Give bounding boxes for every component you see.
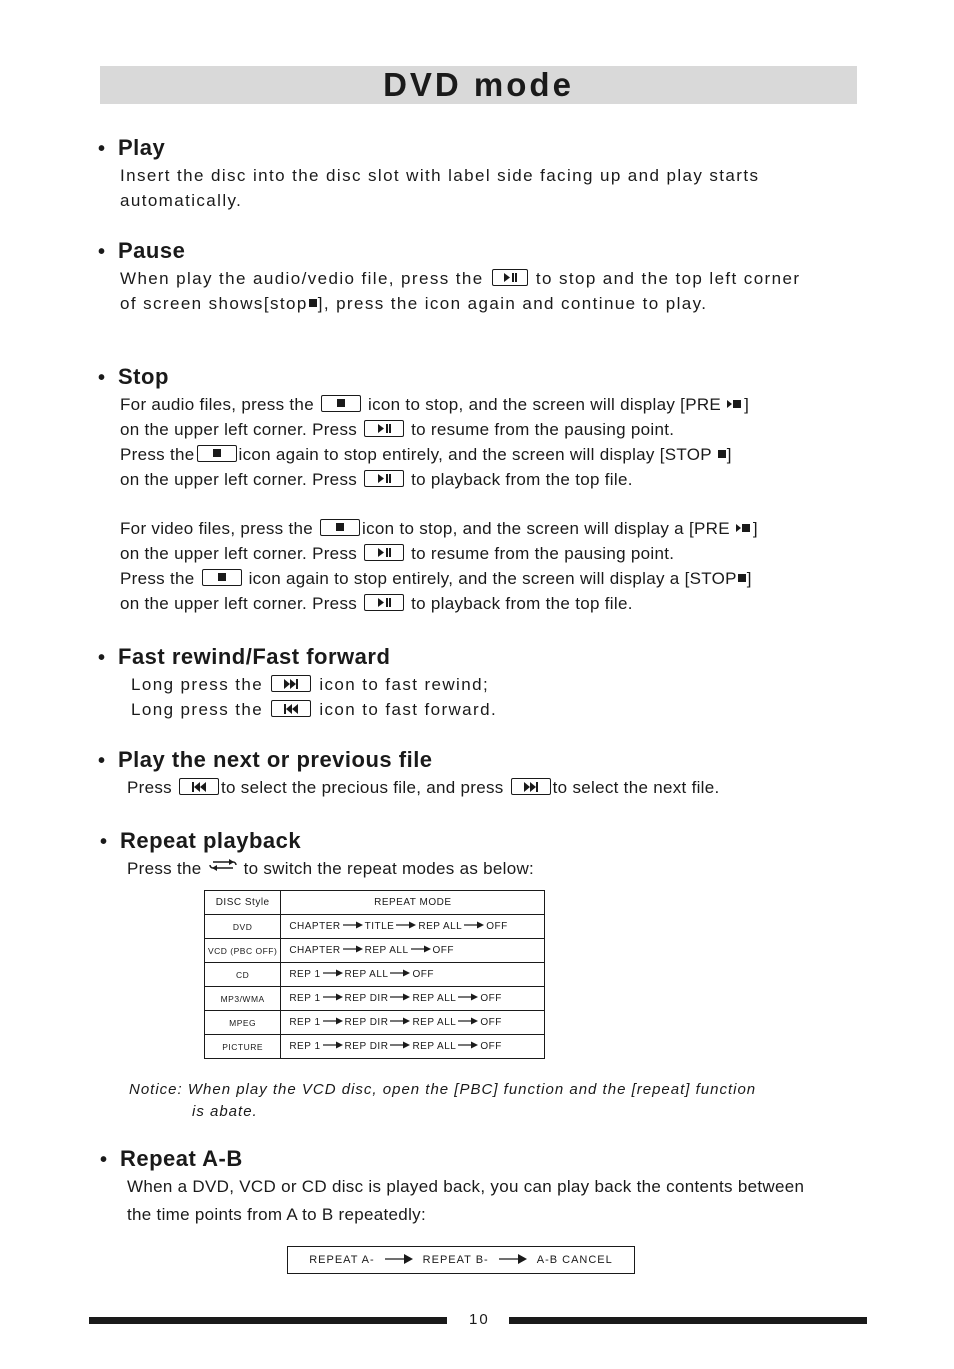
arrow-right-icon xyxy=(323,969,343,980)
table-header-style: DISC Style xyxy=(205,891,281,915)
arrow-right-icon xyxy=(323,993,343,1004)
repeat-step: REP ALL xyxy=(412,1041,457,1053)
repeat-step: OFF xyxy=(480,1017,502,1029)
section-heading-play: • Play xyxy=(98,135,166,160)
ab-step: REPEAT A- xyxy=(309,1254,375,1266)
table-row xyxy=(205,915,545,939)
repeat-step: REP 1 xyxy=(289,993,321,1005)
arrow-right-icon xyxy=(411,945,431,956)
section-heading-stop: • Stop xyxy=(98,364,169,389)
play-stop-icon xyxy=(735,515,753,540)
ab-step: A-B CANCEL xyxy=(536,1254,613,1266)
repeat-step: CHAPTER xyxy=(289,921,341,933)
repeat-step: OFF xyxy=(480,1041,502,1053)
table-cell-sequence xyxy=(281,939,545,963)
section-heading-next: • Play the next or previous file xyxy=(98,747,433,772)
repeat-step: REP DIR xyxy=(344,1017,389,1029)
table-row xyxy=(205,939,545,963)
stop-audio-line-3: Press the icon again to stop entirely, and the screen will display [STOP ] xyxy=(120,442,732,468)
table-cell-sequence xyxy=(281,963,545,987)
fast-line-1: Long press the icon to fast rewind; xyxy=(131,675,490,694)
pause-text-line-1: When play the audio/vedio file, press the to stop and the top left corner xyxy=(120,269,801,288)
section-heading-repeat: • Repeat playback xyxy=(100,828,302,853)
arrow-right-icon xyxy=(323,1041,343,1052)
page-title-bar xyxy=(100,66,857,104)
repeat-step: OFF xyxy=(412,969,434,981)
play-pause-icon xyxy=(364,544,404,561)
section-heading-fast: • Fast rewind/Fast forward xyxy=(98,644,391,669)
stop-icon xyxy=(321,395,361,412)
table-cell-style: PICTURE xyxy=(205,1035,281,1059)
stop-icon xyxy=(737,565,747,590)
table-cell-sequence xyxy=(281,1011,545,1035)
repeat-step: OFF xyxy=(480,993,502,1005)
arrow-right-icon xyxy=(390,993,410,1004)
arrow-right-icon xyxy=(390,969,410,980)
notice-line-2: is abate. xyxy=(192,1103,258,1120)
arrow-right-icon xyxy=(385,1254,413,1267)
table-cell-style: VCD (PBC OFF) xyxy=(205,939,281,963)
arrow-right-icon xyxy=(390,1041,410,1052)
table-cell-style: MPEG xyxy=(205,1011,281,1035)
play-pause-icon xyxy=(492,269,528,286)
table-row xyxy=(205,1011,545,1035)
arrow-right-icon xyxy=(396,921,416,932)
arrow-right-icon xyxy=(499,1254,527,1267)
repeat-step: REP ALL xyxy=(344,969,389,981)
stop-video-line-3: Press the icon again to stop entirely, and the screen will display a [STOP ] xyxy=(120,566,752,592)
play-pause-icon xyxy=(364,594,404,611)
table-cell-sequence xyxy=(281,1035,545,1059)
page-number: 10 xyxy=(469,1311,490,1328)
skip-forward-icon xyxy=(511,778,551,795)
ab-step: REPEAT B- xyxy=(422,1254,489,1266)
arrow-right-icon xyxy=(343,921,363,932)
fast-line-2: Long press the icon to fast forward. xyxy=(131,700,498,719)
stop-video-line-2: on the upper left corner. Press to resume from the pausing point. xyxy=(120,544,675,563)
table-cell-style: MP3/WMA xyxy=(205,987,281,1011)
arrow-right-icon xyxy=(464,921,484,932)
play-pause-icon xyxy=(364,420,404,437)
stop-icon xyxy=(197,445,237,462)
next-line: Press to select the precious file, and press to select the next file. xyxy=(127,778,720,797)
table-cell-style: CD xyxy=(205,963,281,987)
stop-video-line-1: For video files, press the icon to stop, and the screen will display a [PRE ] xyxy=(120,516,758,542)
table-cell-style: DVD xyxy=(205,915,281,939)
footer-rule-left xyxy=(89,1317,447,1324)
table-cell-sequence xyxy=(281,915,545,939)
section-heading-pause: • Pause xyxy=(98,238,186,263)
table-row xyxy=(205,1035,545,1059)
repeat-step: TITLE xyxy=(364,921,395,933)
repeat-step: REP 1 xyxy=(289,1041,321,1053)
repeat-step: REP 1 xyxy=(289,1017,321,1029)
skip-back-icon xyxy=(179,778,219,795)
skip-forward-icon xyxy=(271,675,311,692)
arrow-right-icon xyxy=(458,993,478,1004)
stop-icon xyxy=(320,519,360,536)
repeat-step: REP DIR xyxy=(344,1041,389,1053)
arrow-right-icon xyxy=(458,1041,478,1052)
ab-line-2: the time points from A to B repeatedly: xyxy=(127,1205,426,1224)
stop-audio-line-1: For audio files, press the icon to stop, and the screen will display [PRE ] xyxy=(120,392,749,418)
repeat-step: REP ALL xyxy=(412,993,457,1005)
play-text-line-2: automatically. xyxy=(120,191,243,210)
section-heading-repeat-ab: • Repeat A-B xyxy=(100,1146,243,1171)
ab-line-1: When a DVD, VCD or CD disc is played back, you can play back the contents between xyxy=(127,1177,805,1196)
repeat-step: REP ALL xyxy=(418,921,463,933)
arrow-right-icon xyxy=(343,945,363,956)
repeat-modes-table xyxy=(204,890,545,1059)
pause-text-line-2: of screen shows[stop ], press the icon again and continue to play. xyxy=(120,291,707,317)
stop-audio-line-4: on the upper left corner. Press to playback from the top file. xyxy=(120,470,633,489)
repeat-ab-sequence xyxy=(287,1246,635,1274)
repeat-step: REP DIR xyxy=(344,993,389,1005)
stop-icon xyxy=(717,441,727,466)
page-title: DVD mode xyxy=(383,66,574,103)
footer-rule-right xyxy=(509,1317,867,1324)
repeat-step: OFF xyxy=(486,921,508,933)
notice-line-1: Notice: When play the VCD disc, open the [PBC] function and the [repeat] function xyxy=(129,1081,757,1098)
repeat-icon xyxy=(207,855,239,880)
stop-audio-line-2: on the upper left corner. Press to resume from the pausing point. xyxy=(120,420,675,439)
repeat-step: OFF xyxy=(432,945,455,957)
arrow-right-icon xyxy=(458,1017,478,1028)
repeat-step: REP ALL xyxy=(412,1017,457,1029)
table-header-row xyxy=(205,891,545,915)
arrow-right-icon xyxy=(390,1017,410,1028)
stop-icon xyxy=(308,290,318,315)
table-header-mode: REPEAT MODE xyxy=(281,891,545,915)
table-cell-sequence xyxy=(281,987,545,1011)
play-pause-icon xyxy=(364,470,404,487)
repeat-step: REP ALL xyxy=(364,945,409,957)
play-text-line-1: Insert the disc into the disc slot with label side facing up and play starts xyxy=(120,166,760,185)
repeat-step: REP 1 xyxy=(289,969,321,981)
skip-back-icon xyxy=(271,700,311,717)
table-row xyxy=(205,987,545,1011)
repeat-step: CHAPTER xyxy=(289,945,341,957)
repeat-line: Press the to switch the repeat modes as below: xyxy=(127,856,534,882)
stop-video-line-4: on the upper left corner. Press to playback from the top file. xyxy=(120,594,633,613)
play-stop-icon xyxy=(726,391,744,416)
table-row xyxy=(205,963,545,987)
stop-icon xyxy=(202,569,242,586)
arrow-right-icon xyxy=(323,1017,343,1028)
